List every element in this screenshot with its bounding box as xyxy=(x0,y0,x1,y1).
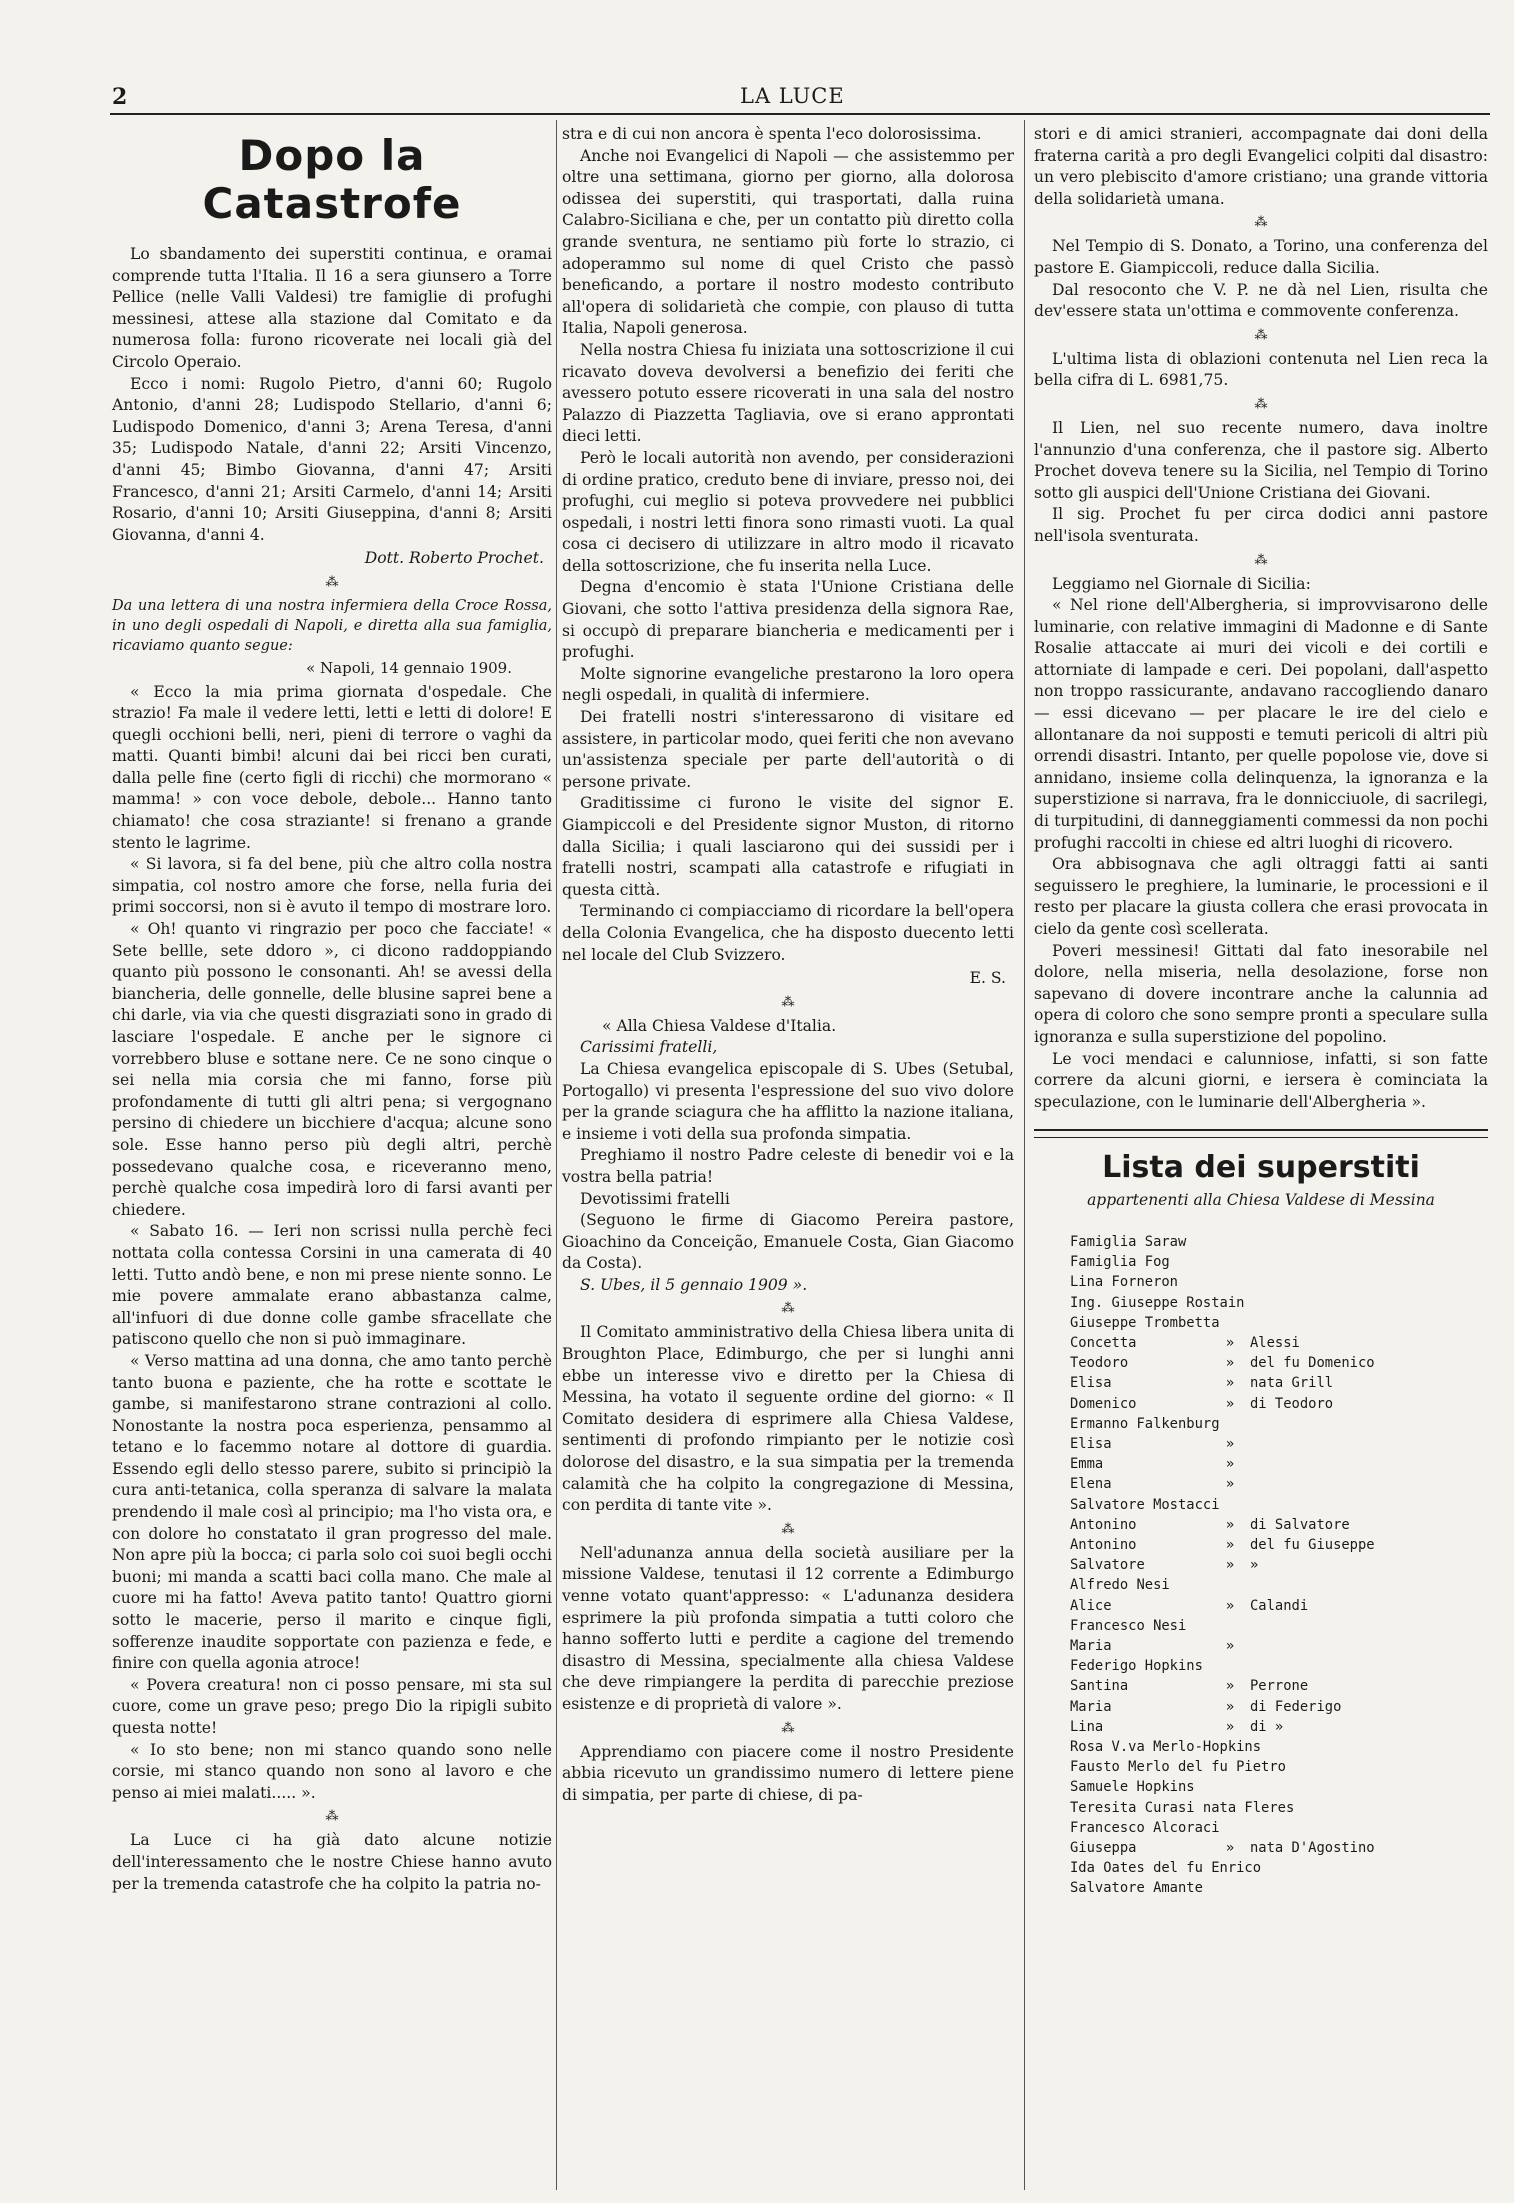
survivor-name: Ing. Giuseppe Rostain xyxy=(1070,1294,1245,1311)
ditto-mark: » xyxy=(1225,1698,1235,1715)
paragraph: Nel Tempio di S. Donato, a Torino, una conferenza del pastore E. Giampiccoli, reduce dalla Sicilia. xyxy=(1034,237,1488,277)
paragraph: « Sabato 16. — Ieri non scrissi nulla perchè feci nottata colla contessa Corsini in una camerata di 40 letti. Tutto andò bene, e non mi prese niente sonno. Le mie povere ammalate erano abbastanza calme, all'infuori di due donne colle gambe sfracellate che patiscono quello che non si può immaginare. xyxy=(112,1222,552,1349)
ditto-mark: » xyxy=(1225,1840,1235,1857)
column-2 xyxy=(562,124,1014,1806)
list-item xyxy=(1070,1676,1488,1696)
survivor-name: Famiglia Saraw xyxy=(1070,1233,1187,1250)
paragraph: Dal resoconto che V. P. ne dà nel Lien, risulta che dev'essere stata un'ottima e commovente conferenza. xyxy=(1034,280,1488,321)
survivor-detail: di » xyxy=(1250,1718,1284,1735)
ditto-mark xyxy=(1210,1232,1250,1252)
survivor-name: Lina Forneron xyxy=(1070,1274,1178,1291)
list-item xyxy=(1070,1555,1488,1575)
paragraph: Le voci mendaci e calunniose, infatti, si son fatte correre da alcuni giorni, e iersera è cominciata la speculazione, con le luminarie dell'Albergheria ». xyxy=(1034,1049,1488,1111)
ditto-mark xyxy=(1210,1414,1250,1434)
signature: E. S. xyxy=(969,969,1006,988)
paragraph: « Nel rione dell'Albergheria, si improvvisarono delle luminarie, con relative immagini di Madonne e di Sante Rosalie attaccate ai muri dei vicoli e dei cortili e attorniate di lampade e ceri. Dei popolani, dall'aspetto non troppo rassicurante, andavano raccogliendo danaro — essi dicevano — per placare le ire del cielo e allontanare da noi supposti e temuti pericoli di altri più orrendi disastri. Intanto, per quelle popolose vie, dove si annidano, insieme colla delinquenza, la ignoranza e la superstizione si narrava, fra le donnicciuole, di sacrilegi, di turpitudini, di danneggiamenti commessi da non pochi profughi raccolti in chiese ed altri luoghi di ricovero. xyxy=(1034,596,1488,852)
list-item xyxy=(1070,1616,1488,1636)
list-item xyxy=(1070,1656,1488,1676)
paragraph: stra e di cui non ancora è spenta l'eco dolorosissima. xyxy=(562,125,982,143)
survivor-detail: del fu Domenico xyxy=(1250,1355,1375,1372)
survivor-name: Fausto Merlo del fu Pietro xyxy=(1070,1759,1286,1776)
intro-note: Da una lettera di una nostra infermiera della Croce Rossa, in uno degli ospedali di Napoli, e diretta alla sua famiglia, ricaviamo quanto segue: xyxy=(112,597,552,654)
paragraph: Poveri messinesi! Gittati dal fato inesorabile nel dolore, nella miseria, nella desolazione, forse non sapevano di dovere incontrare anche la calunnia ad opera di coloro che sono sempre pronti a speculare sulla ignoranza e sulla superstizione del popolino. xyxy=(1034,941,1488,1046)
survivor-name: Famiglia Fog xyxy=(1070,1254,1170,1271)
letter-salutation: Carissimi fratelli, xyxy=(580,1038,718,1057)
survivor-name: Antonino xyxy=(1070,1536,1137,1553)
list-item xyxy=(1070,1798,1488,1818)
list-item xyxy=(1070,1313,1488,1333)
survivor-detail: del fu Giuseppe xyxy=(1250,1536,1375,1553)
list-item xyxy=(1070,1515,1488,1535)
ditto-mark xyxy=(1210,1757,1250,1777)
survivor-name: Domenico xyxy=(1070,1395,1137,1412)
survivor-detail: di Teodoro xyxy=(1250,1395,1334,1412)
survivor-detail: Perrone xyxy=(1250,1678,1309,1695)
page-number: 2 xyxy=(112,84,128,110)
section-rule xyxy=(1034,1129,1488,1138)
paragraph: Ora abbisognava che agli oltraggi fatti ai santi seguissero le preghiere, la luminarie, le processioni e il resto per placare la giusta collera che erasi provocata in cielo da gente così scellerata. xyxy=(1034,855,1488,938)
ditto-mark xyxy=(1210,1495,1250,1515)
paragraph: Preghiamo il nostro Padre celeste di benedir voi e la vostra bella patria! xyxy=(562,1146,1014,1186)
list-item xyxy=(1070,1697,1488,1717)
article-title: Dopo la Catastrofe xyxy=(202,131,462,228)
list-item xyxy=(1070,1333,1488,1353)
survivor-name: Ermanno Falkenburg xyxy=(1070,1415,1220,1432)
ditto-mark: » xyxy=(1225,1597,1235,1614)
survivor-name: Maria xyxy=(1070,1698,1112,1715)
paragraph: Apprendiamo con piacere come il nostro Presidente abbia ricevuto un grandissimo numero di lettere piene di simpatia, per parte di chiese, di pa- xyxy=(562,1742,1014,1804)
asterism-divider: ⁂ xyxy=(1254,215,1268,231)
survivor-name: Rosa V.va Merlo-Hopkins xyxy=(1070,1739,1262,1756)
paragraph: La Luce ci ha già dato alcune notizie dell'interessamento che le nostre Chiese hanno avuto per la tremenda catastrofe che ha colpito la patria no- xyxy=(112,1831,552,1893)
list-item xyxy=(1070,1737,1488,1757)
asterism-divider: ⁂ xyxy=(325,1809,339,1825)
list-item xyxy=(1070,1757,1488,1777)
ditto-mark xyxy=(1210,1737,1250,1757)
survivor-name: Antonino xyxy=(1070,1516,1137,1533)
list-item xyxy=(1070,1636,1488,1656)
column-3 xyxy=(1034,124,1488,1899)
masthead: LA LUCE xyxy=(740,84,845,108)
list-item xyxy=(1070,1232,1488,1252)
list-item xyxy=(1070,1535,1488,1555)
paragraph: L'ultima lista di oblazioni contenuta nel Lien reca la bella cifra di L. 6981,75. xyxy=(1034,349,1488,390)
survivor-name: Elisa xyxy=(1070,1435,1112,1452)
asterism-divider: ⁂ xyxy=(1254,552,1268,568)
ditto-mark xyxy=(1210,1313,1250,1333)
ditto-mark: » xyxy=(1225,1395,1235,1412)
ditto-mark: » xyxy=(1225,1557,1235,1574)
list-item xyxy=(1070,1394,1488,1414)
list-item xyxy=(1070,1272,1488,1292)
paragraph: Leggiamo nel Giornale di Sicilia: xyxy=(1052,574,1311,593)
list-item xyxy=(1070,1252,1488,1272)
letter-closing: Devotissimi fratelli xyxy=(580,1189,730,1208)
ditto-mark: » xyxy=(1225,1678,1235,1695)
list-item xyxy=(1070,1293,1488,1313)
list-title: Lista dei superstiti xyxy=(1102,1150,1420,1186)
survivor-name: Salvatore Amante xyxy=(1070,1880,1203,1897)
paragraph: « Si lavora, si fa del bene, più che altro colla nostra simpatia, col nostro amore che forse, nella furia dei primi soccorsi, non si è avuto il tempo di mostrare loro. xyxy=(112,855,552,917)
survivor-name: Teresita Curasi nata Fleres xyxy=(1070,1799,1295,1816)
ditto-mark xyxy=(1210,1878,1250,1898)
paragraph: Terminando ci compiacciamo di ricordare la bell'opera della Colonia Evangelica, che ha disposto duecento letti nel locale del Club Svizzero. xyxy=(562,902,1014,964)
paragraph: (Seguono le firme di Giacomo Pereira pastore, Gioachino da Conceição, Emanuele Costa, Gian Giacomo da Costa). xyxy=(562,1211,1014,1273)
ditto-mark: » xyxy=(1225,1456,1235,1473)
ditto-mark xyxy=(1210,1293,1250,1313)
survivor-detail: nata Grill xyxy=(1250,1375,1334,1392)
list-item xyxy=(1070,1434,1488,1454)
ditto-mark: » xyxy=(1225,1638,1235,1654)
survivor-name: Maria xyxy=(1070,1638,1112,1654)
paragraph: Il Lien, nel suo recente numero, dava inoltre l'annunzio d'una conferenza, che il pastore sig. Alberto Prochet doveva tenere su la Sicilia, nel Tempio di Torino sotto gli auspici dell'Unione Cristiana dei Giovani. xyxy=(1034,418,1488,502)
survivor-detail: » xyxy=(1250,1557,1259,1574)
survivor-name: Giuseppa xyxy=(1070,1840,1137,1857)
paragraph: « Ecco la mia prima giornata d'ospedale. Che strazio! Fa male il vedere letti, letti e letti di dolore! E quegli occhioni belli, neri, pieni di terrore o vaghi da matti. Quanti bimbi! alcuni dai bei ricci ben curati, dalla pelle fine (certo figli di ricchi) che mormorano « mamma! » con voce debole, debole... Hanno tanto chiamato! che cosa straziante! si frenano a grande stento le lagrime. xyxy=(112,682,552,852)
list-item xyxy=(1070,1818,1488,1838)
list-item xyxy=(1070,1596,1488,1616)
letter-heading: « Alla Chiesa Valdese d'Italia. xyxy=(602,1016,837,1035)
column-rule-2 xyxy=(1024,120,1025,2190)
paragraph: Nella nostra Chiesa fu iniziata una sottoscrizione il cui ricavato doveva devolversi a benefizio dei feriti che avessero potuto essere ricoverati in una sala del nostro Palazzo di Piazzetta Tagliavia, ove si erano approntati dieci letti. xyxy=(562,340,1014,446)
ditto-mark xyxy=(1210,1252,1250,1272)
paragraph: « Oh! quanto vi ringrazio per poco che facciate! « Sete bellle, sete ddoro », ci dicono raddoppiando quanto più possono le consonanti. Ah! se avessi della biancheria, delle gonnelle, delle blusine saprei bene a chi darle, via via che questi disgraziati sono in grado di lasciare l'ospedale. E anche per le signore ci vorrebbero bluse e sottane nere. Ce ne sono cinque o sei nella mia corsia che mi fanno, forse più profondamente di tutti gli altri pena; si vergognano persino di chiedere un bicchiere d'acqua; alcune sono sole. Esse hanno perso più degli altri, perchè possedevano qualche cosa, e riceveranno meno, perchè qualche cosa impedirà loro di farsi avanti per chiedere. xyxy=(112,920,552,1219)
ditto-mark xyxy=(1210,1818,1250,1838)
asterism-divider: ⁂ xyxy=(1254,327,1268,343)
list-item xyxy=(1070,1414,1488,1434)
survivor-name: Emma xyxy=(1070,1456,1104,1473)
ditto-mark xyxy=(1210,1858,1250,1878)
asterism-divider: ⁂ xyxy=(781,1720,795,1736)
survivor-name: Lina xyxy=(1070,1718,1104,1735)
survivor-name: Alice xyxy=(1070,1597,1112,1614)
signature: Dott. Roberto Prochet. xyxy=(364,549,544,568)
survivor-name: Salvatore Mostacci xyxy=(1070,1496,1220,1513)
paragraph: Dei fratelli nostri s'interessarono di visitare ed assistere, in particolar modo, quei feriti che non avevano un'assistenza speciale per parte dell'autorità o di persone private. xyxy=(562,708,1014,791)
list-item xyxy=(1070,1838,1488,1858)
survivor-name: Francesco Alcoraci xyxy=(1070,1819,1220,1836)
paragraph: Nell'adunanza annua della società ausiliare per la missione Valdese, tenutasi il 12 corrente a Edimburgo venne votato quant'appresso: « L'adunanza desidera esprimere la più profonda simpatia a tutti coloro che hanno sofferto lutti e perdite a cagione del tremendo disastro di Messina, specialmente alla chiesa Valdese che deve rimpiangere la perdita di parecchie preziose esistenze e di proprietà di valore ». xyxy=(562,1543,1014,1713)
paragraph: Ecco i nomi: Rugolo Pietro, d'anni 60; Rugolo Antonio, d'anni 28; Ludispodo Stellario, d'anni 6; Ludispodo Domenico, d'anni 3; Arena Teresa, d'anni 35; Ludispodo Natale, d'anni 22; Arsiti Vincenzo, d'anni 45; Bimbo Giovanna, d'anni 47; Arsiti Francesco, d'anni 21; Arsiti Carmelo, d'anni 14; Arsiti Rosario, d'anni 10; Arsiti Giuseppina, d'anni 8; Arsiti Giovanna, d'anni 4. xyxy=(112,374,552,544)
survivor-name: Salvatore xyxy=(1070,1557,1145,1574)
survivor-name: Elisa xyxy=(1070,1375,1112,1392)
list-item xyxy=(1070,1454,1488,1474)
survivor-name: Francesco Nesi xyxy=(1070,1617,1187,1634)
paragraph: Il sig. Prochet fu per circa dodici anni pastore nell'isola sventurata. xyxy=(1034,505,1488,545)
ditto-mark: » xyxy=(1225,1536,1235,1553)
paragraph: Il Comitato amministrativo della Chiesa libera unita di Broughton Place, Edimburgo, che per si lunghi anni ebbe un interesse vivo e diretto per la Chiesa di Messina, ha votato il seguente ordine del giorno: « Il Comitato desidera di esprimere alla Chiesa Valdese, sentimenti di profondo rimpianto per le notizie così dolorose del disastro, e la sua simpatia per la tremenda calamità che ha colpito la congregazione di Messina, con perdita di tante vite ». xyxy=(562,1323,1014,1515)
asterism-divider: ⁂ xyxy=(781,1521,795,1537)
survivor-detail: di Federigo xyxy=(1250,1698,1342,1715)
ditto-mark: » xyxy=(1225,1334,1235,1351)
ditto-mark xyxy=(1210,1272,1250,1292)
ditto-mark xyxy=(1210,1656,1250,1676)
ditto-mark: » xyxy=(1225,1435,1235,1452)
survivor-detail: Alessi xyxy=(1250,1334,1300,1351)
dateline: « Napoli, 14 gennaio 1909. xyxy=(306,658,512,677)
list-subtitle: appartenenti alla Chiesa Valdese di Messina xyxy=(1087,1191,1435,1210)
ditto-mark: » xyxy=(1225,1375,1235,1392)
survivor-name: Elena xyxy=(1070,1476,1112,1493)
ditto-mark xyxy=(1210,1616,1250,1636)
asterism-divider: ⁂ xyxy=(781,1301,795,1317)
list-item xyxy=(1070,1575,1488,1595)
list-item xyxy=(1070,1373,1488,1393)
list-item xyxy=(1070,1717,1488,1737)
survivor-name: Samuele Hopkins xyxy=(1070,1779,1195,1796)
paragraph: Graditissime ci furono le visite del signor E. Giampiccoli e del Presidente signor Muston, di ritorno dalla Sicilia; i quali lasciarono qui dei sussidi per i fratelli nostri, scampati alla catastrofe e rifugiati in questa città. xyxy=(562,794,1014,899)
survivor-name: Ida Oates del fu Enrico xyxy=(1070,1860,1262,1877)
list-item xyxy=(1070,1878,1488,1898)
survivor-name: Santina xyxy=(1070,1678,1129,1695)
survivor-detail: nata D'Agostino xyxy=(1250,1840,1375,1857)
paragraph: La Chiesa evangelica episcopale di S. Ubes (Setubal, Portogallo) vi presenta l'espressione del suo vivo dolore per la grande sciagura che ha afflitto la nazione italiana, e insieme i voti della sua profonda simpatia. xyxy=(562,1059,1014,1143)
header-rule xyxy=(110,113,1490,115)
survivor-list xyxy=(1070,1232,1488,1899)
paragraph: « Verso mattina ad una donna, che amo tanto perchè tanto buona e paziente, che ha rotte e scottate le gambe, si manifestarono strane contrazioni al collo. Nonostante la nostra poca esperienza, pensammo al tetano e lo facemmo notare al dottore di guardia. Essendo egli dello stesso parere, subito si principiò la cura anti-tetanica, colla speranza di salvare la malata prendendo il male così al principio; ma l'ho vista ora, e con dolore ho constatato il gran progresso del male. Non apre più la bocca; ci parla solo coi suoi begli occhi buoni; mi manda a scatti baci colla mano. Che male al cuore mi ha fatto! Aveva patito tanto! Quattro giorni sotto le macerie, perso il marito e cinque figli, sofferenze inaudite sopportate con pazienza e fede, e finire con quella agonia atroce! xyxy=(112,1351,552,1673)
ditto-mark xyxy=(1210,1777,1250,1797)
survivor-detail: Calandi xyxy=(1250,1597,1309,1614)
ditto-mark xyxy=(1210,1798,1250,1818)
survivor-name: Giuseppe Trombetta xyxy=(1070,1314,1220,1331)
survivor-name: Concetta xyxy=(1070,1334,1137,1351)
ditto-mark: » xyxy=(1225,1476,1235,1493)
asterism-divider: ⁂ xyxy=(1254,396,1268,412)
paragraph: Lo sbandamento dei superstiti continua, e oramai comprende tutta l'Italia. Il 16 a sera giunsero a Torre Pellice (nelle Valli Valdesi) tre famiglie di profughi messinesi, attese alla stazione dal Comitato e da numerosa folla: furono ricoverate nei locali già del Circolo Operaio. xyxy=(112,245,552,371)
column-1 xyxy=(112,124,552,1895)
ditto-mark: » xyxy=(1225,1718,1235,1735)
paragraph: « Io sto bene; non mi stanco quando sono nelle corsie, mi stanco quando non sono al lavoro e che penso ai miei malati..... ». xyxy=(112,1740,552,1802)
paragraph: Però le locali autorità non avendo, per considerazioni di ordine pratico, creduto bene di inviare, presso noi, dei profughi, cui meglio si poteva provvedere nei pubblici ospedali, i nostri letti finora sono rimasti vuoti. La qual cosa ci decisero di utilizzare in altro modo il ricavato della sottoscrizione, che fu inserita nella Luce. xyxy=(562,448,1014,575)
paragraph: Degna d'encomio è stata l'Unione Cristiana delle Giovani, che sotto l'attiva presidenza della signora Rae, si occupò di preparare biancheria e medicamenti per i profughi. xyxy=(562,578,1014,662)
list-item xyxy=(1070,1353,1488,1373)
list-item xyxy=(1070,1777,1488,1797)
ditto-mark: » xyxy=(1225,1516,1235,1533)
survivor-detail: di Salvatore xyxy=(1250,1516,1350,1533)
asterism-divider: ⁂ xyxy=(325,574,339,590)
letter-date: S. Ubes, il 5 gennaio 1909 ». xyxy=(580,1275,808,1294)
asterism-divider: ⁂ xyxy=(781,994,795,1010)
paragraph: Molte signorine evangeliche prestarono la loro opera negli ospedali, in qualità di infermiere. xyxy=(562,664,1014,705)
paragraph: stori e di amici stranieri, accompagnate dai doni della fraterna carità a pro degli Evangelici colpiti dal disastro: un vero plebiscito d'amore cristiano; una grande vittoria della solidarietà umana. xyxy=(1034,125,1488,208)
list-item xyxy=(1070,1495,1488,1515)
list-item xyxy=(1070,1474,1488,1494)
list-item xyxy=(1070,1858,1488,1878)
ditto-mark: » xyxy=(1225,1355,1235,1372)
ditto-mark xyxy=(1210,1575,1250,1595)
paragraph: Anche noi Evangelici di Napoli — che assistemmo per oltre una settimana, giorno per giorno, alla dolorosa odissea dei superstiti, qui trasportati, dalla ruina Calabro-Siciliana e che, per un contatto più diretto colla grande sventura, ne sentiamo più forte lo strazio, ci adoperammo sul nome di quel Cristo che passò beneficando, a portare il nostro modesto contributo all'opera di solidarietà che compie, con plauso di tutta Italia, Napoli generosa. xyxy=(562,146,1014,338)
paragraph: « Povera creatura! non ci posso pensare, mi sta sul cuore, come un grave peso; prego Dio la ripigli subito questa notte! xyxy=(112,1675,552,1737)
survivor-name: Federigo Hopkins xyxy=(1070,1658,1203,1675)
survivor-name: Alfredo Nesi xyxy=(1070,1577,1170,1594)
survivor-name: Teodoro xyxy=(1070,1355,1129,1372)
column-rule-1 xyxy=(556,120,557,2190)
